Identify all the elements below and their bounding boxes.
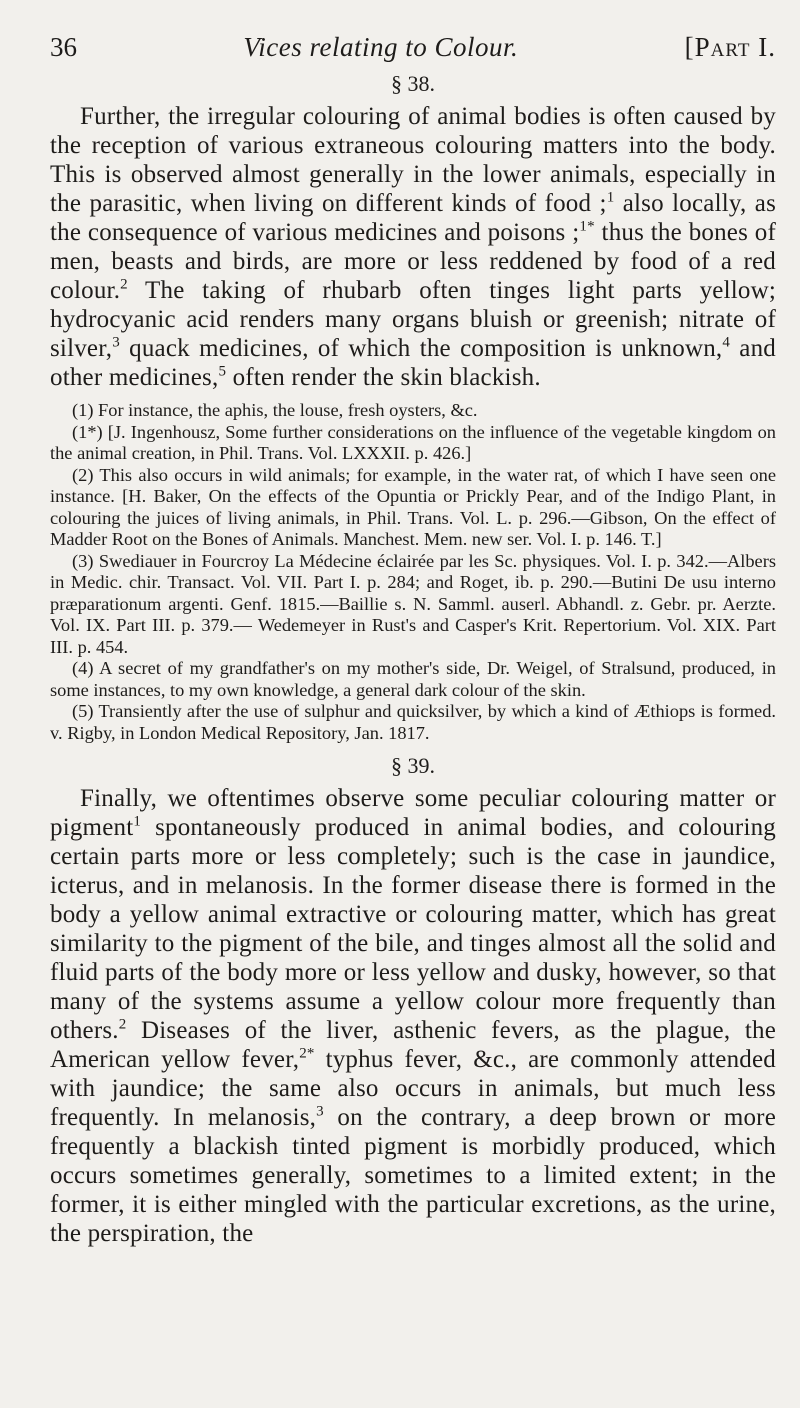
text-run: often render the skin blackish. (226, 364, 541, 391)
footnote: (1*) [J. Ingenhousz, Some further considerations on the influence of the vegetable kingdom on the animal creation, in Phil. Trans. Vol. LXXXII. p. 426.] (50, 421, 776, 463)
footnote-ref: 4 (722, 334, 731, 351)
footnote-ref: 2* (299, 1045, 315, 1062)
running-head (50, 30, 776, 66)
text-run: Diseases of the liver, asthenic fevers, as the plague, the American yellow fever, (50, 1017, 776, 1073)
text-run: and other medicines, (50, 335, 776, 391)
footnote-ref: 5 (218, 363, 227, 380)
text-run: also locally, as the consequence of various medicines and poisons ; (50, 190, 776, 246)
footnotes (50, 400, 776, 744)
footnote: (3) Swediauer in Fourcroy La Médecine éclairée par les Sc. physiques. Vol. I. p. 342.—Albers in Medic. chir. Transact. Vol. VII. Part I. p. 284; and Roget, ib. p. 290.—Butini De usu interno præparationum argenti. Genf. 1815.—Baillie s. N. Samml. auserl. Abhandl. z. Gebr. pr. Aerzte. Vol. IX. Part III. p. 379.— Wedemeyer in Rust's and Casper's Krit. Repertorium. Vol. XIX. Part III. p. 454. (50, 550, 776, 657)
footnote-ref: 1 (133, 813, 142, 830)
footnote: (2) This also occurs in wild animals; for example, in the water rat, of which I have seen one instance. [H. Baker, On the effects of the Opuntia or Prickly Pear, and of the Indigo Plant, in colouring the juices of living animals, in Phil. Trans. Vol. L. p. 296.—Gibson, On the effect of Madder Root on the Bones of Animals. Manchest. Mem. new ser. Vol. I. p. 146. T.] (50, 464, 776, 549)
section-heading: § 38. (391, 71, 435, 96)
footnote-ref: 3 (316, 1103, 324, 1120)
footnote: (4) A secret of my grandfather's on my mother's side, Dr. Weigel, of Stralsund, produced, in some instances, to my own knowledge, a general dark colour of the skin. (50, 658, 776, 700)
text-run: spontaneously produced in animal bodies, and colouring certain parts more or less completely; such is the case in jaundice, icterus, and in melanosis. In the former disease there is formed in the body a yellow animal extractive or colouring matter, which has great similarity to the pigment of the bile, and tinges almost all the solid and fluid parts of the body more or less yellow and dusky, however, so that many of the systems assume a yellow colour more frequently than others. (50, 814, 776, 1044)
footnote-ref: 2 (120, 276, 128, 293)
footnote: (1) For instance, the aphis, the louse, fresh oysters, &c. (72, 400, 478, 420)
running-title: Vices relating to Colour. (243, 32, 519, 62)
section-heading: § 39. (391, 753, 435, 778)
text-run: Further, the irregular colouring of animal bodies is often caused by the reception of various extraneous colouring matters into the body. This is observed almost generally in the lower animals, especially in the parasitic, when living on different kinds of food ; (50, 103, 776, 217)
footnote: (5) Transiently after the use of sulphur and quicksilver, by which a kind of Æthiops is formed. v. Rigby, in London Medical Repository, Jan. 1817. (50, 701, 776, 743)
text-run: thus the bones of men, beasts and birds, are more or less reddened by food of a red colour. (50, 219, 776, 304)
text-run: on the contrary, a deep brown or more frequently a blackish tinted pigment is morbidly produced, which occurs sometimes generally, sometimes to a limited extent; in the former, it is either mingled with the particular excretions, as the urine, the perspiration, the (50, 1104, 776, 1247)
footnote-ref: 3 (112, 334, 120, 351)
footnote-ref: 1 (606, 189, 615, 206)
footnote-ref: 2 (118, 1016, 127, 1033)
footnote-ref: 1* (579, 218, 595, 235)
page-number: 36 (50, 32, 77, 62)
text-run: Finally, we oftentimes observe some peculiar colouring matter or pigment (50, 785, 776, 841)
section-39 (50, 752, 776, 1248)
text-run: quack medicines, of which the composition is unknown, (119, 335, 723, 362)
text-run: typhus fever, &c., are commonly attended with jaundice; the same also occurs in animals, but much less frequently. In melanosis, (50, 1046, 777, 1131)
section-38-paragraph (50, 102, 776, 392)
section-38 (50, 70, 776, 744)
part-label: [Part I. (684, 32, 776, 62)
section-39-paragraph (50, 784, 776, 1248)
text-run: The taking of rhubarb often tinges light parts yellow; hydrocyanic acid renders many organs bluish or greenish; nitrate of silver, (50, 277, 776, 362)
